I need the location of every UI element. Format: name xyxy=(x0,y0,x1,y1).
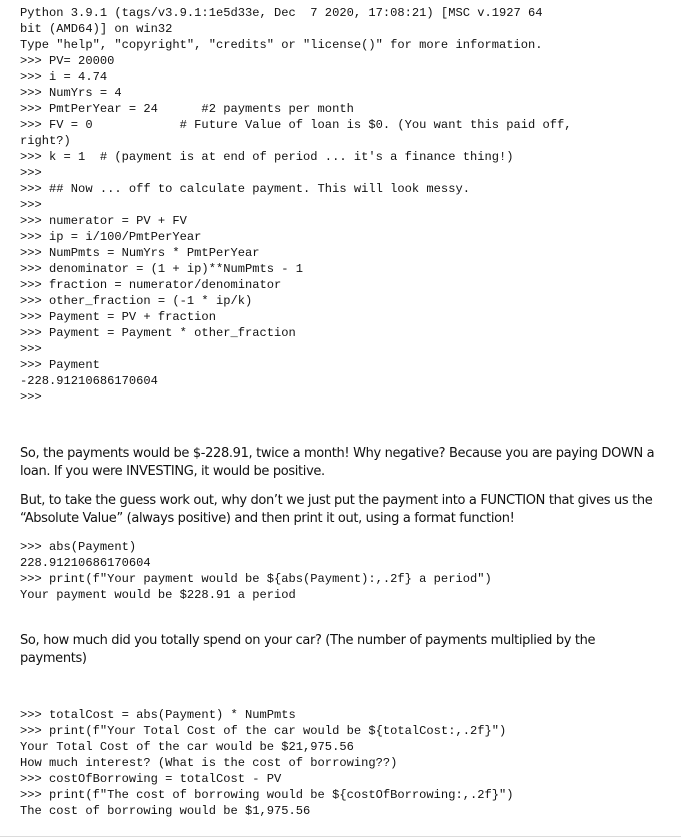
total-cost-code-block: >>> totalCost = abs(Payment) * NumPmts >>> print(f"Your Total Cost of the car would be ${totalCost:,.2f}") Your Total Cost of the car would be $21,975.56 How much interest? (What is the cost of borrowing??) >>> costOfBorrowing = totalCost - PV >>> print(f"The cost of borrowing would be ${costOfBorrowing:,.2f}") The cost of borrowing would be $1,975.56 xyxy=(20,708,514,818)
explanation-paragraph-absolute-value: But, to take the guess work out, why don’t we just put the payment into a FUNCTION that gives us the “Absolute Value” (always positive) and then print it out, using a format function! xyxy=(20,493,653,526)
page-bottom-divider xyxy=(0,836,681,837)
explanation-paragraph-total-spend: So, how much did you totally spend on your car? (The number of payments multiplied by the payments) xyxy=(20,633,596,666)
explanation-paragraph-negative-payment: So, the payments would be $-228.91, twice a month! Why negative? Because you are paying DOWN a loan. If you were INVESTING, it would be positive. xyxy=(20,446,655,479)
abs-payment-code-block: >>> abs(Payment) 228.91210686170604 >>> print(f"Your payment would be ${abs(Payment):,.2f} a period") Your payment would be $228.91 a period xyxy=(20,540,492,602)
python-session-code-block: Python 3.9.1 (tags/v3.9.1:1e5d33e, Dec 7 2020, 17:08:21) [MSC v.1927 64 bit (AMD64)] on win32 Type "help", "copyright", "credits" or "license()" for more information. >>> PV= 20000 >>> i = 4.74 >>> NumYrs = 4 >>> PmtPerYear = 24 #2 payments per month >>> FV = 0 # Future Value of loan is $0. (You want this paid off, right?) >>> k = 1 # (payment is at end of period ... it's a finance thing!) >>> >>> ## Now ... off to calculate payment. This will look messy. >>> >>> numerator = PV + FV >>> ip = i/100/PmtPerYear >>> NumPmts = NumYrs * PmtPerYear >>> denominator = (1 + ip)**NumPmts - 1 >>> fraction = numerator/denominator >>> other_fraction = (-1 * ip/k) >>> Payment = PV + fraction >>> Payment = Payment * other_fraction >>> >>> Payment -228.91210686170604 >>> xyxy=(20,6,572,404)
